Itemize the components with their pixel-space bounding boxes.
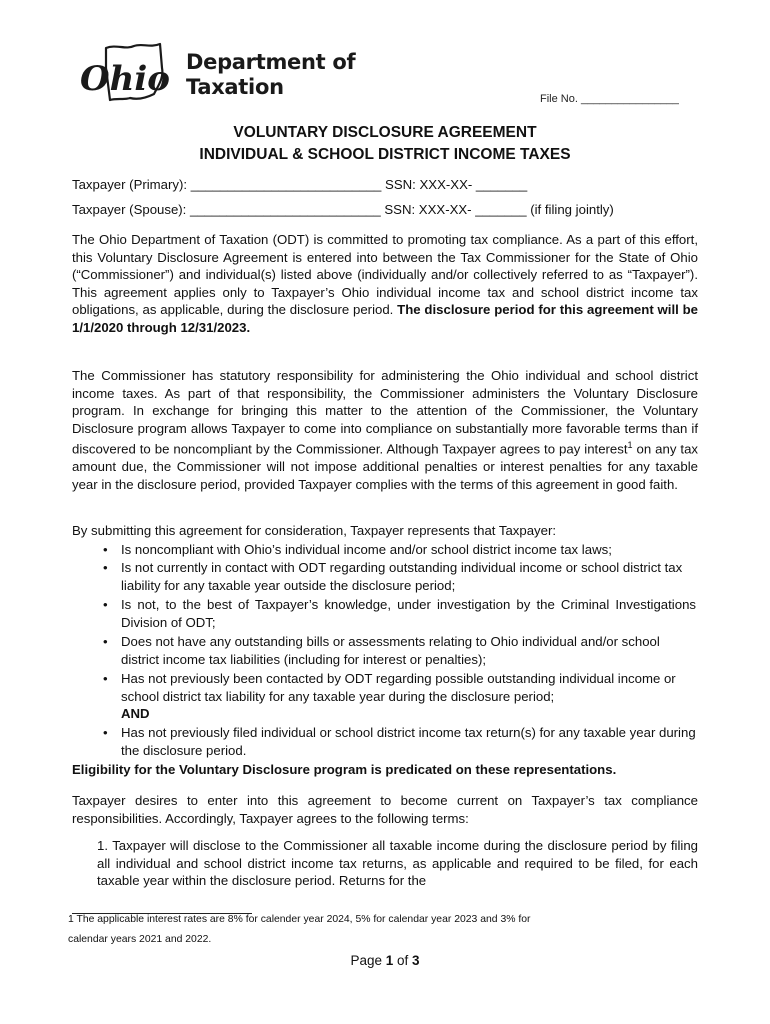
- paragraph-commissioner: [72, 367, 698, 494]
- list-item-text: Is noncompliant with Ohio’s individual income and/or school district income tax laws;: [121, 542, 612, 557]
- disclosure-period-statement: The disclosure period for this agreement will be 1/1/2020 through 12/31/2023.: [72, 302, 698, 335]
- department-name: [186, 50, 355, 100]
- list-item: [103, 541, 696, 559]
- list-item-text: Has not previously filed individual or school district income tax return(s) for any taxable year during the disclosure period.: [121, 725, 696, 758]
- list-item-text: Has not previously been contacted by ODT regarding possible outstanding individual income or school district tax liability for any taxable year during the disclosure period;: [121, 671, 676, 704]
- bullet-icon: •: [103, 560, 108, 575]
- list-item: [103, 633, 696, 668]
- list-item-text: Is not, to the best of Taxpayer’s knowledge, under investigation by the Criminal Investigations Division of ODT;: [121, 597, 696, 630]
- department-line-1: Department of: [186, 50, 356, 74]
- footnote-line-1: 1 The applicable interest rates are 8% for calender year 2024, 5% for calendar year 2023 and 3% for: [68, 914, 531, 925]
- paragraph-intro-text: The Ohio Department of Taxation (ODT) is committed to promoting tax compliance. As a part of this effort, this Voluntary Disclosure Agreement is entered into between the Tax Commissioner for the State of Ohio (“Commissioner”) and individual(s) listed above (individually and/or collectively referred to as “Taxpayer”). This agreement applies only to Taxpayer’s Ohio individual income tax and school district income tax obligations, as applicable, during the disclosure period.: [72, 232, 698, 318]
- document-subtitle: INDIVIDUAL & SCHOOL DISTRICT INCOME TAXES: [199, 146, 571, 163]
- bullet-icon: •: [103, 597, 108, 612]
- list-item: [103, 670, 696, 705]
- total-pages: 3: [412, 953, 420, 968]
- document-title: VOLUNTARY DISCLOSURE AGREEMENT: [233, 124, 537, 141]
- taxpayer-primary-line: Taxpayer (Primary): __________________________ SSN: XXX-XX- _______: [72, 177, 528, 192]
- odt-logo: [76, 38, 366, 110]
- list-item-text: Is not currently in contact with ODT regarding outstanding individual income or school district tax liability for any taxable year outside the disclosure period;: [121, 560, 683, 593]
- representation-intro: By submitting this agreement for consideration, Taxpayer represents that Taxpayer:: [72, 523, 557, 538]
- list-item: [103, 724, 696, 759]
- bullet-icon: •: [103, 634, 108, 649]
- taxpayer-spouse-line: Taxpayer (Spouse): __________________________ SSN: XXX-XX- _______ (if filing jointly): [72, 202, 614, 217]
- paragraph-terms-intro: Taxpayer desires to enter into this agreement to become current on Taxpayer’s tax compliance responsibilities. Accordingly, Taxpayer agrees to the following terms:: [72, 793, 698, 826]
- paragraph-commissioner-text-b: on any tax amount due, the Commissioner will not impose additional penalties or interest penalties for any taxable year in the disclosure period, provided Taxpayer complies with the terms of this agreement in good faith.: [72, 441, 699, 492]
- list-item-text: Does not have any outstanding bills or assessments relating to Ohio individual and/or school district income tax liabilities (including for interest or penalties);: [121, 634, 660, 667]
- current-page: 1: [385, 953, 394, 968]
- paragraph-intro: [72, 231, 698, 337]
- page-number: [0, 953, 770, 968]
- ohio-state-outline-icon: [76, 38, 186, 110]
- term-1: 1. Taxpayer will disclose to the Commissioner all taxable income during the disclosure period by filing all individual and school district income tax returns, as applicable and required to be filed, for each taxable year within the disclosure period. Returns for the: [97, 838, 698, 889]
- eligibility-statement: Eligibility for the Voluntary Disclosure program is predicated on these representations.: [72, 762, 617, 777]
- bullet-icon: •: [103, 671, 108, 686]
- list-item: [103, 596, 696, 631]
- paragraph-commissioner-text-a: The Commissioner has statutory responsibility for administering the Ohio individual and school district income taxes. As part of that responsibility, the Commissioner administers the Voluntary Disclosure program. In exchange for bringing this matter to the attention of the Commissioner, the Voluntary Disclosure program allows Taxpayer to come into compliance on substantially more favorable terms than if discovered to be noncompliant by the Commissioner. Although Taxpayer agrees to pay interest: [72, 368, 698, 457]
- list-item: [103, 559, 696, 594]
- ohio-script-text: Ohio: [80, 59, 170, 99]
- page-prefix: Page: [350, 953, 386, 968]
- department-line-2: Taxation: [186, 75, 284, 99]
- file-number: File No. ________________: [540, 93, 679, 105]
- bullet-icon: •: [103, 542, 108, 557]
- and-conjunction: AND: [121, 706, 150, 721]
- bullet-icon: •: [103, 725, 108, 740]
- page-separator: of: [393, 953, 413, 968]
- footnote-line-2: calendar years 2021 and 2022.: [68, 934, 212, 945]
- footnote-marker: 1: [627, 440, 633, 451]
